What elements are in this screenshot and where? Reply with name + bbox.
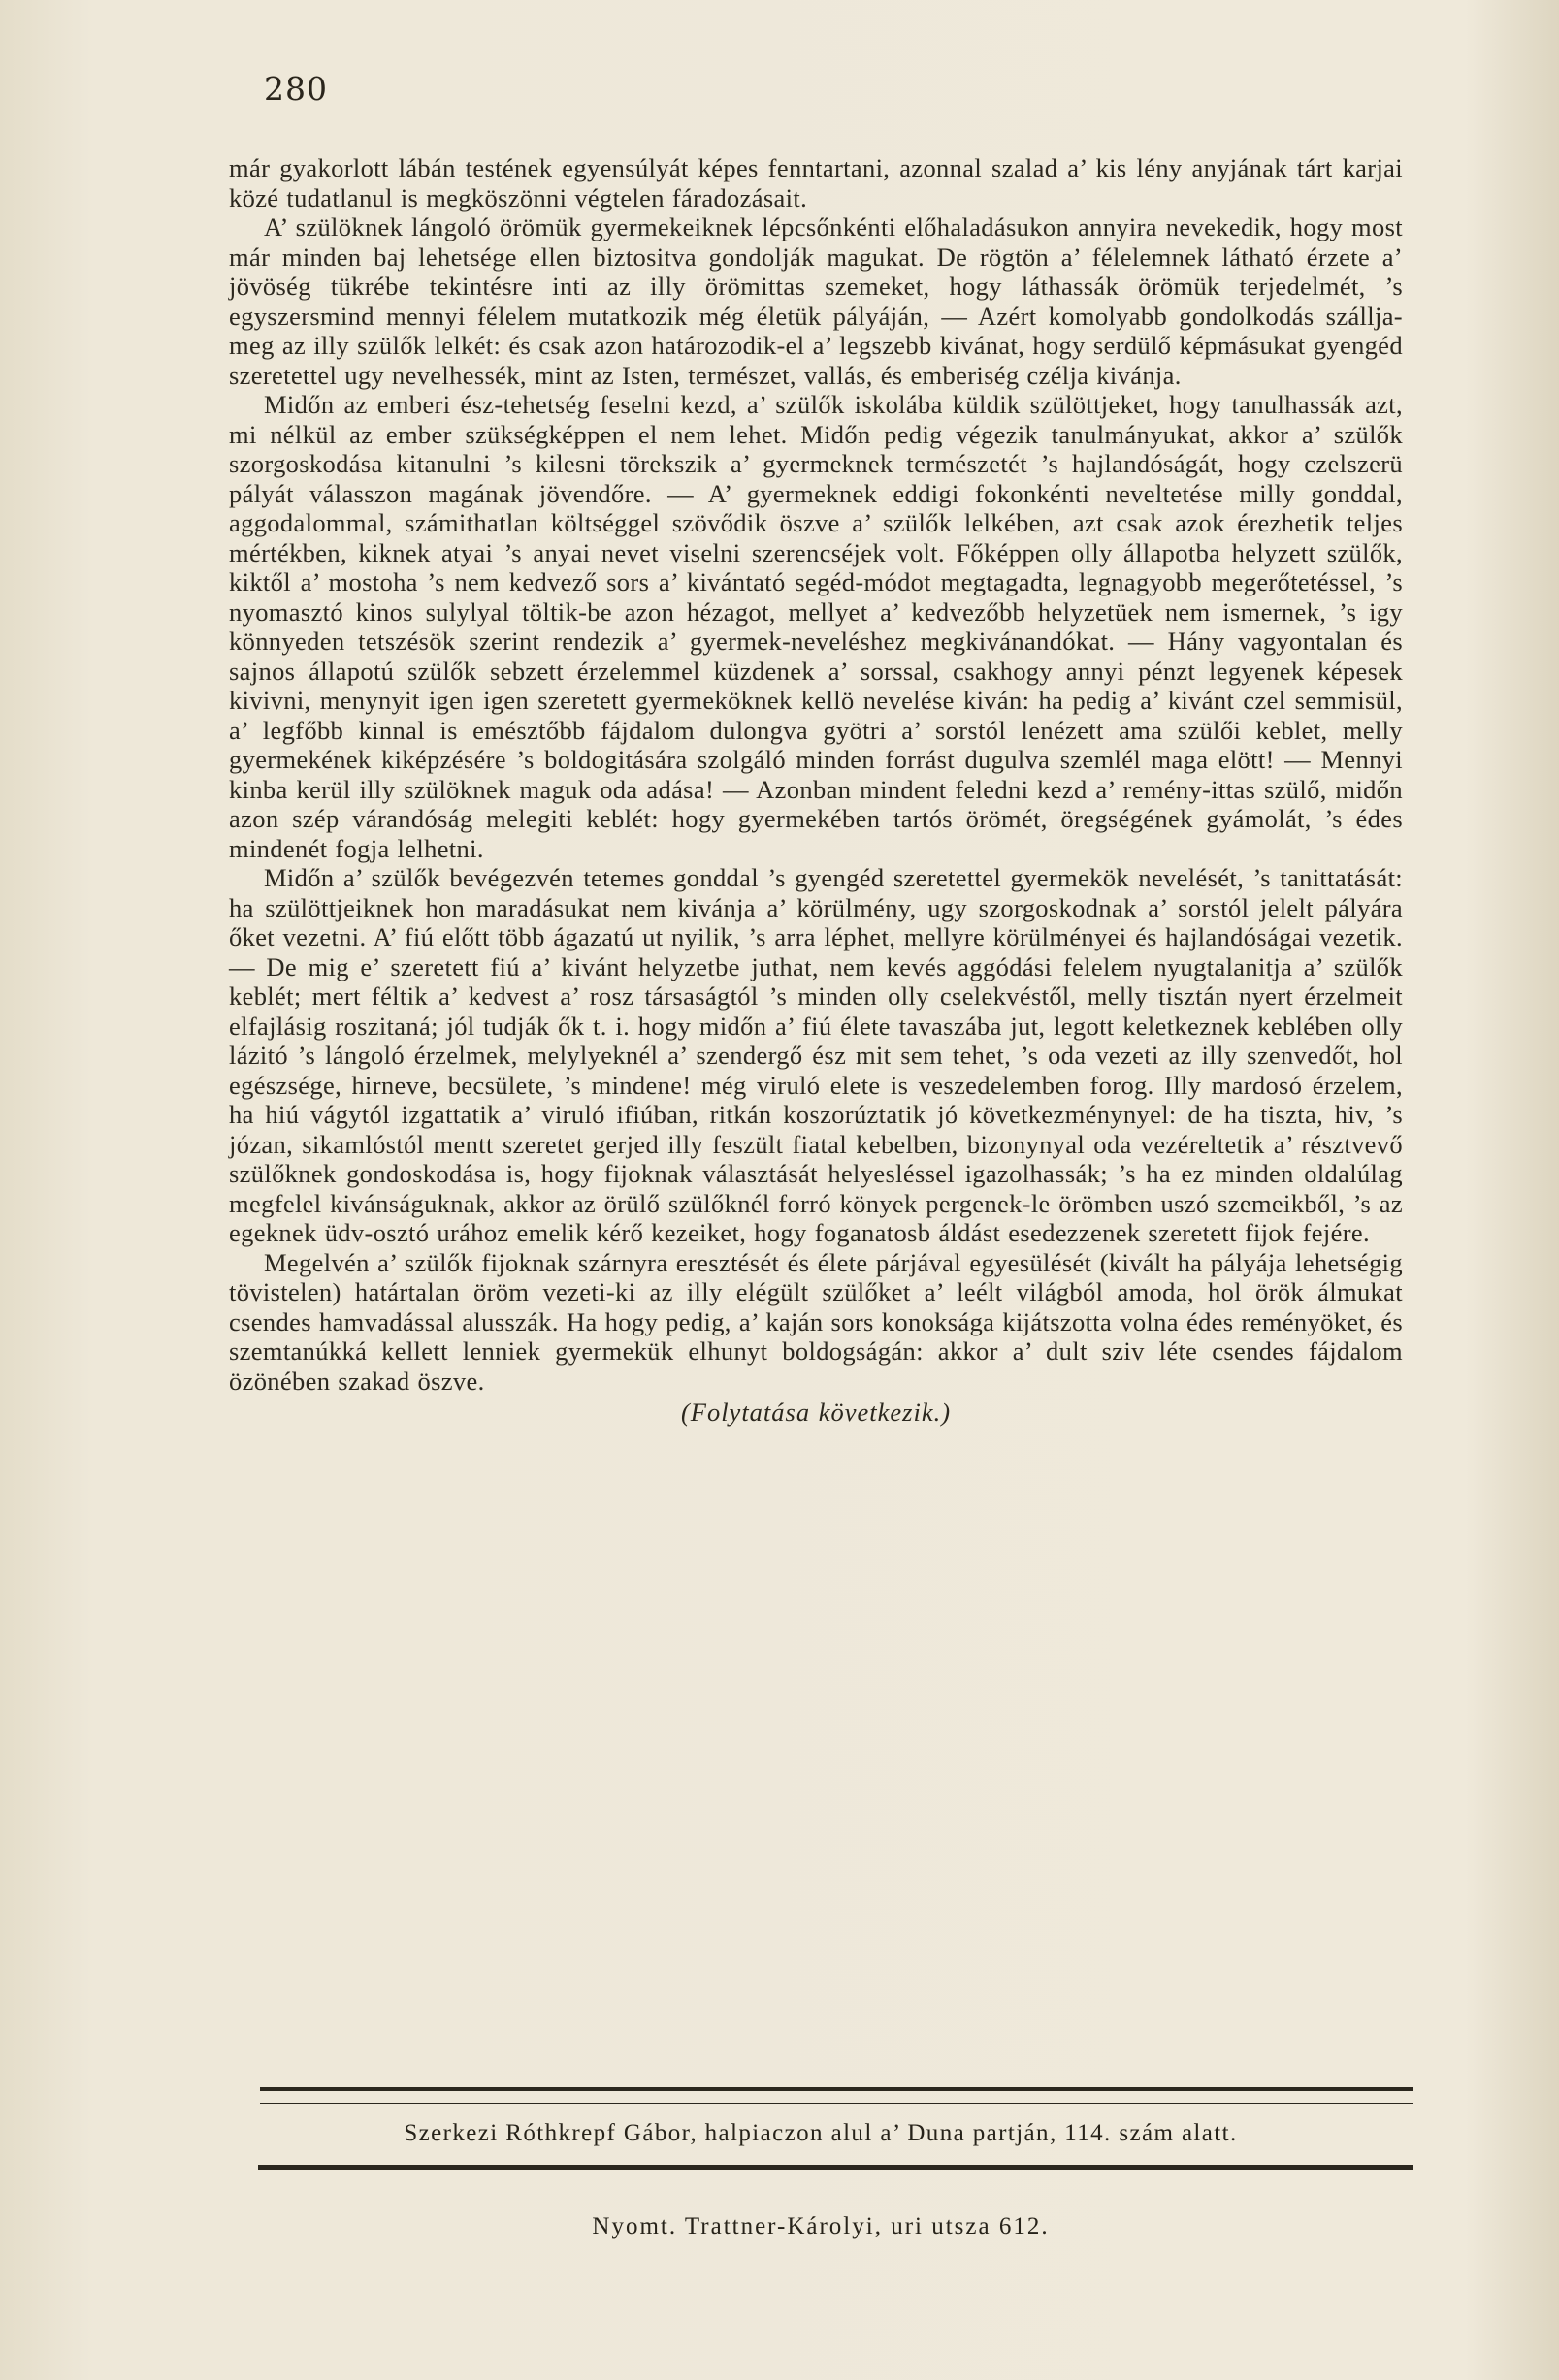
article-body [229,153,1403,1428]
page-number: 280 [264,70,328,108]
printer-line: Nyomt. Trattner-Károlyi, uri utsza 612. [592,2213,1050,2239]
continued-note: (Folytatása következik.) [680,1398,952,1427]
imprint-divider [258,2165,1413,2170]
paragraph-3: Midőn az emberi ész-tehetség feselni kezd, a’ szülők iskolába küldik szülöttjeket, hogy tanulhassák azt, mi nélkül az ember szükségképpen el nem lehet. Midőn pedig végezik tanulmányukat, akkor a’ szülők szorgoskodása kitanulni ’s kilesni törekszik a’ gyermeknek természetét ’s hajlandóságát, hogy czelszerü pályát válasszon magának jövendőre. — A’ gyermeknek eddigi fokonkénti neveltetése milly gonddal, aggodalommal, számithatlan költséggel szövődik öszve a’ szülők lelkében, azt csak azok érezhetik teljes mértékben, kiknek atyai ’s anyai nevet viselni szerencséjek volt. Főképpen olly állapotba helyzett szülők, kiktől a’ mostoha ’s nem kedvező sors a’ kivántató segéd-módot megtagadta, legnagyobb megerőtetéssel, ’s nyomasztó kinos sulylyal töltik-be azon hézagot, mellyet a’ kedvezőbb helyzetüek nem ismernek, ’s igy könnyeden tetszésök szerint rendezik a’ gyermek-neveléshez megkivánandókat. — Hány vagyontalan és sajnos állapotú szülők sebzett érzelemmel küzdenek a’ sorssal, csakhogy annyi pénzt legyenek képesek kivivni, menynyit igen igen szeretett gyermeköknek kellö nevelése kiván: ha pedig a’ kivánt czel semmisül, a’ legfőbb kinnal is emésztőbb fájdalom dulongva gyötri a’ sorstól lenézett ama szülői keblet, melly gyermekének kiképzésére ’s boldogitására szolgáló minden forrást dugulva szemlél maga elött! — Mennyi kinba kerül illy szülöknek maguk oda adása! — Azonban mindent feledni kezd a’ remény-ittas szülő, midőn azon szép várandóság melegiti keblét: hogy gyermekében tartós örömét, öregségének gyámolát, ’s édes mindenét fogja lelhetni. [229,390,1403,863]
editor-imprint: Szerkezi Róthkrepf Gábor, halpiaczon alul a’ Duna partján, 114. szám alatt. [404,2120,1238,2146]
paragraph-4: Midőn a’ szülők bevégezvén tetemes gonddal ’s gyengéd szeretettel gyermekök nevelését, ’s tanittatását: ha szülöttjeiknek hon maradásukat nem kivánja a’ körülmény, ugy szorgoskodnak a’ sorstól jelelt pályára őket vezetni. A’ fiú előtt több ágazatú ut nyilik, ’s arra léphet, mellyre körülményei és hajlandóságai vezetik. — De mig e’ szeretett fiú a’ kivánt helyzetbe juthat, nem kevés aggódási felelem nyugtalanitja a’ szülők keblét; mert féltik a’ kedvest a’ rosz társaságtól ’s minden olly cselekvéstől, melly tisztán nyert érzelmeit elfajlásig roszitaná; jól tudják ők t. i. hogy midőn a’ fiú élete tavaszába jut, legott keletkeznek keblében olly lázitó ’s lángoló érzelmek, melylyeknél a’ szendergő ész mit sem tehet, ’s oda vezeti az illy szenvedőt, hol egészsége, hirneve, becsülete, ’s mindene! még viruló elete is veszedelemben forog. Illy mardosó érzelem, ha hiú vágytól izgattatik a’ viruló ifiúban, ritkán koszorúztatik jó következménynyel: de ha tiszta, hiv, ’s józan, sikamlóstól mentt szeretet gerjed illy feszült fiatal kebelben, bizonynyal oda vezéreltetik a’ résztvevő szülőknek gondoskodása is, hogy fijoknak választását helyesléssel igazolhassák; ’s ha ez minden oldalúlag megfelel kivánságuknak, akkor az örülő szülőknél forró könyek pergenek-le örömben uszó szemeikből, ’s az egeknek üdv-osztó urához emelik kérő kezeiket, hogy foganatosb áldást esedezzenek szeretett fijok fejére. [229,863,1403,1247]
footer-divider [260,2087,1413,2104]
paragraph-5: Megelvén a’ szülők fijoknak szárnyra eresztését és élete párjával egyesülését (kivált ha pályája lehetségig tövistelen) határtalan öröm vezeti-ki az illy elégült szülőket a’ leélt világból amoda, hol örök álmukat csendes hamvadással alusszák. Ha hogy pedig, a’ kaján sors konoksága kijátszotta volna édes reményöket, és szemtanúkká kellett lenniek gyermekük elhunyt boldogságán: akkor a’ dult sziv léte csendes fájdalom özönében szakad öszve. [229,1247,1403,1396]
paragraph-1: már gyakorlott lábán testének egyensúlyát képes fenntartani, azonnal szalad a’ kis lény anyjának tárt karjai közé tudatlanul is megköszönni végtelen fáradozásait. [229,153,1403,212]
paragraph-2: A’ szülöknek lángoló örömük gyermekeiknek lépcsőnkénti előhaladásukon annyira nevekedik, hogy most már minden baj lehetsége ellen biztositva gondolják magukat. De rögtön a’ félelemnek látható érzete a’ jövöség tükrébe tekintésre inti az illy örömittas szemeket, hogy láthassák örömük terjedelmét, ’s egyszersmind mennyi félelem mutatkozik még életük pályáján, — Azért komolyabb gondolkodás szállja-meg az illy szülők lelkét: és csak azon határozodik-el a’ legszebb kivánat, hogy serdülő képmásukat gyengéd szeretettel ugy nevelhessék, mint az Isten, természet, vallás, és emberiség czélja kivánja. [229,212,1403,390]
